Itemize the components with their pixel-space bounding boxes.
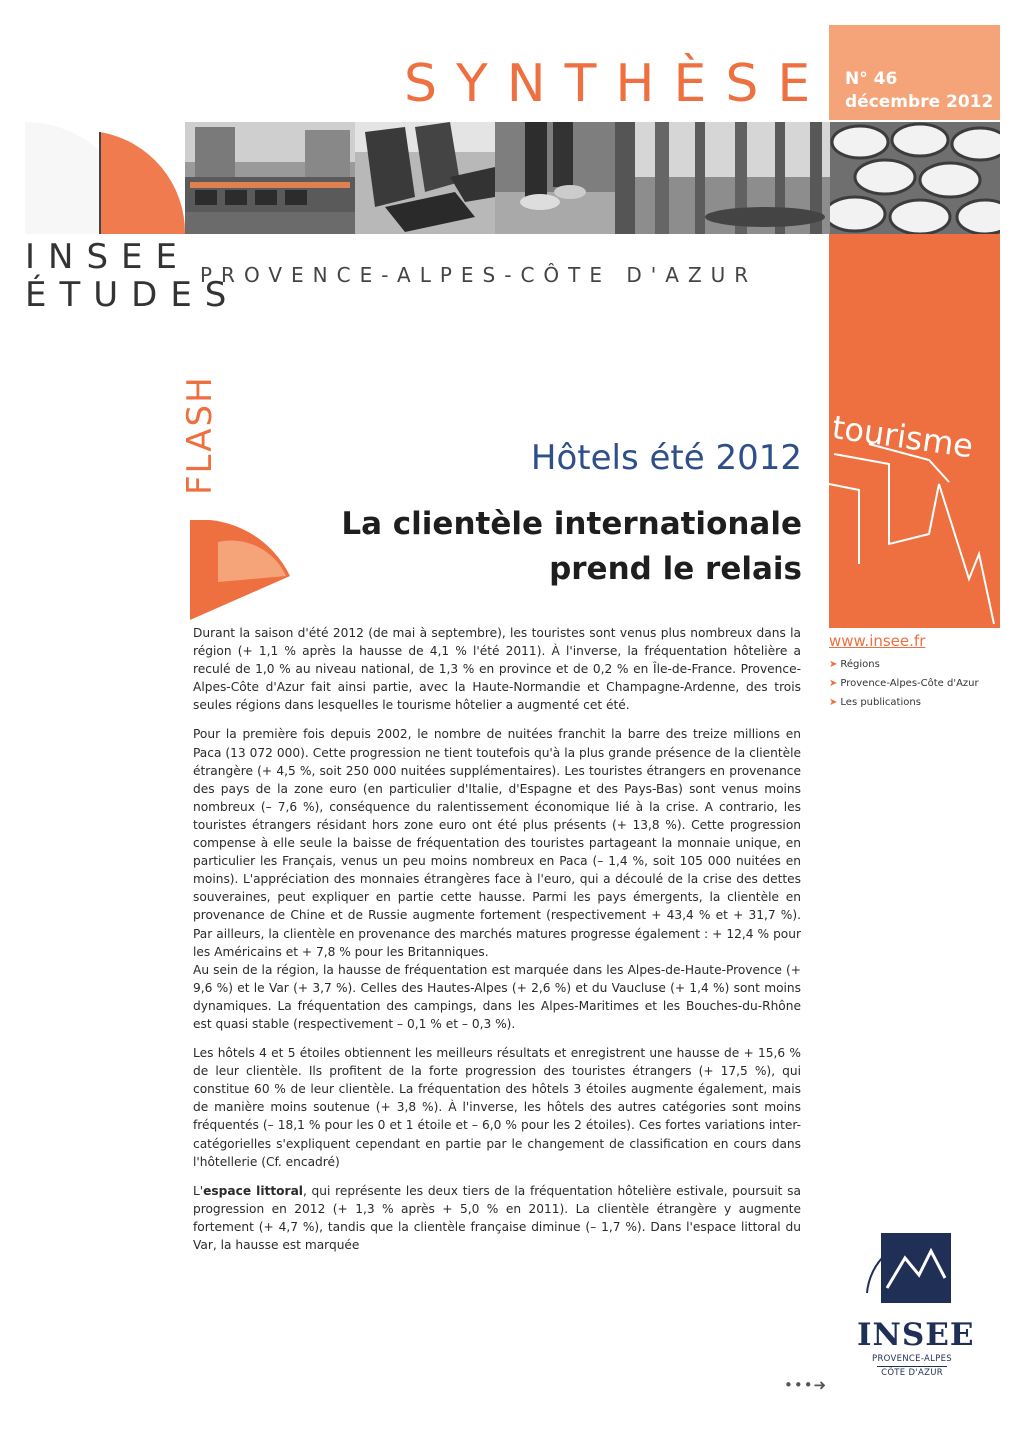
region-name: PROVENCE-ALPES-CÔTE D'AZUR	[200, 263, 758, 287]
link-publications[interactable]: ➤ Les publications	[829, 697, 921, 708]
flash-quarter-icon	[190, 520, 290, 620]
paragraph-5: L'espace littoral, qui représente les deux tiers de la fréquentation hôtelière estivale, poursuit sa progression en 2012 (+ 1,3 % après + 5,0 % en 2011). La clientèle étrangère y augmente fortement (+ 4,7 %), tandis que la clientèle française diminue (– 1,7 %). Dans l'espace littoral du Var, la hausse est marquée	[193, 1183, 801, 1252]
insee-region-line-1: PROVENCE-ALPES	[872, 1354, 952, 1364]
issue-box	[829, 25, 1000, 120]
article-body	[193, 624, 801, 1265]
article-headline	[341, 502, 802, 592]
link-regions[interactable]: ➤ Régions	[829, 659, 880, 670]
article-kicker: Hôtels été 2012	[530, 438, 802, 478]
theme-panel	[829, 234, 1000, 628]
publication-line-1: INSEE	[25, 237, 191, 277]
link-region-paca[interactable]: ➤ Provence-Alpes-Côte d'Azur	[829, 678, 979, 689]
insee-emblem	[25, 122, 190, 241]
issue-date: décembre 2012	[845, 92, 994, 112]
issue-number: N° 46	[845, 69, 898, 89]
building-photo	[615, 122, 830, 234]
links-panel	[829, 632, 979, 712]
flash-label: FLASH	[180, 375, 220, 495]
headline-line-2: prend le relais	[549, 551, 802, 587]
theme-label: tourisme	[829, 408, 976, 466]
bold-term: espace littoral	[203, 1183, 303, 1198]
arrow-icon: ➤	[829, 659, 838, 670]
insee-logo-mark	[857, 1233, 967, 1309]
insee-brand: INSEE	[857, 1317, 975, 1353]
arrow-icon: ➤	[829, 697, 838, 708]
tram-photo	[185, 122, 355, 234]
publication-line-2: ÉTUDES	[25, 275, 240, 315]
series-title: SYNTHÈSE	[404, 54, 830, 114]
site-link[interactable]: www.insee.fr	[829, 632, 926, 650]
paragraph-2: Pour la première fois depuis 2002, le nombre de nuitées franchit la barre des treize millions en Paca (13 072 000). Cette progression ne tient toutefois qu'à la plus grande présence de la clientèle étrangère (+ 4,5 %, soit 250 000 nuitées supplémentaires). Les touristes étrangers en provenance des pays de la zone euro (en particulier d'Italie, d'Espagne et des Pays-Bas) sont venus moins nombreux (– 7,6 %), conséquence du ralentissement économique lié à la crise. A contrario, les touristes étrangers résidant hors zone euro ont été plus présents (+ 13,8 %). Cette progression compense à elle seule la baisse de fréquentation des touristes partageant la monnaie unique, en particulier les Français, venus un peu moins nombreux en Paca (– 1,4 %, soit 105 000 nuitées en moins). L'appréciation des monnaies étrangères face à l'euro, qui a découlé de la crise des dettes souveraines, peut expliquer en partie cette hausse. Parmi les pays émergents, la clientèle en provenance de Chine et de Russie augmente fortement (respectivement + 43,4 % et + 31,7 %). Par ailleurs, la clientèle en provenance des marchés matures progresse également : + 12,4 % pour les Américains et + 7,8 % pour les Britanniques.	[193, 727, 801, 959]
paragraph-3: Au sein de la région, la hausse de fréquentation est marquée dans les Alpes-de-Haute-Provence (+ 9,6 %) et le Var (+ 3,7 %). Celles des Hautes-Alpes (+ 2,6 %) et du Vaucluse (+ 1,4 %) sont moins dynamiques. La fréquentation des campings, dans les Alpes-Maritimes et les Bouches-du-Rhône est quasi stable (respectivement – 0,1 % et – 0,3 %).	[193, 962, 801, 1031]
pedestrian-photo	[495, 122, 615, 234]
arrow-icon: ➤	[829, 678, 838, 689]
umbrellas-photo	[830, 122, 1000, 234]
continue-arrow-icon[interactable]: •••➜	[784, 1376, 828, 1394]
office-photo	[355, 122, 495, 234]
paragraph-1: Durant la saison d'été 2012 (de mai à septembre), les touristes sont venus plus nombreux dans la région (+ 1,1 % après la hausse de 4,1 % l'été 2011). À l'inverse, la fréquentation hôtelière a reculé de 1,0 % au niveau national, de 1,3 % en province et de 0,2 % en Île-de-France. Provence-Alpes-Côte d'Azur fait ainsi partie, avec la Haute-Normandie et Champagne-Ardenne, des trois seules régions dans lesquelles le tourisme hôtelier a augmenté cet été.	[193, 626, 801, 713]
headline-line-1: La clientèle internationale	[341, 506, 802, 542]
insee-logo	[857, 1233, 975, 1378]
paragraph-4: Les hôtels 4 et 5 étoiles obtiennent les meilleurs résultats et enregistrent une hausse de + 15,6 % de leur clientèle. Ils profitent de la forte progression des touristes étrangers (+ 17,5 %), qui constitue 60 % de leur clientèle. La fréquentation des hôtels 3 étoiles augmente également, mais de manière moins soutenue (+ 3,8 %). À l'inverse, les hôtels des autres catégories sont moins fréquentés (– 18,1 % pour les 0 et 1 étoile et – 6,0 % pour les 2 étoiles). Ces fortes variations inter-catégorielles s'expliquent cependant en partie par le changement de classification en cours dans l'hôtellerie (Cf. encadré)	[193, 1046, 801, 1169]
insee-region-line-2: CÔTE D'AZUR	[877, 1366, 947, 1378]
